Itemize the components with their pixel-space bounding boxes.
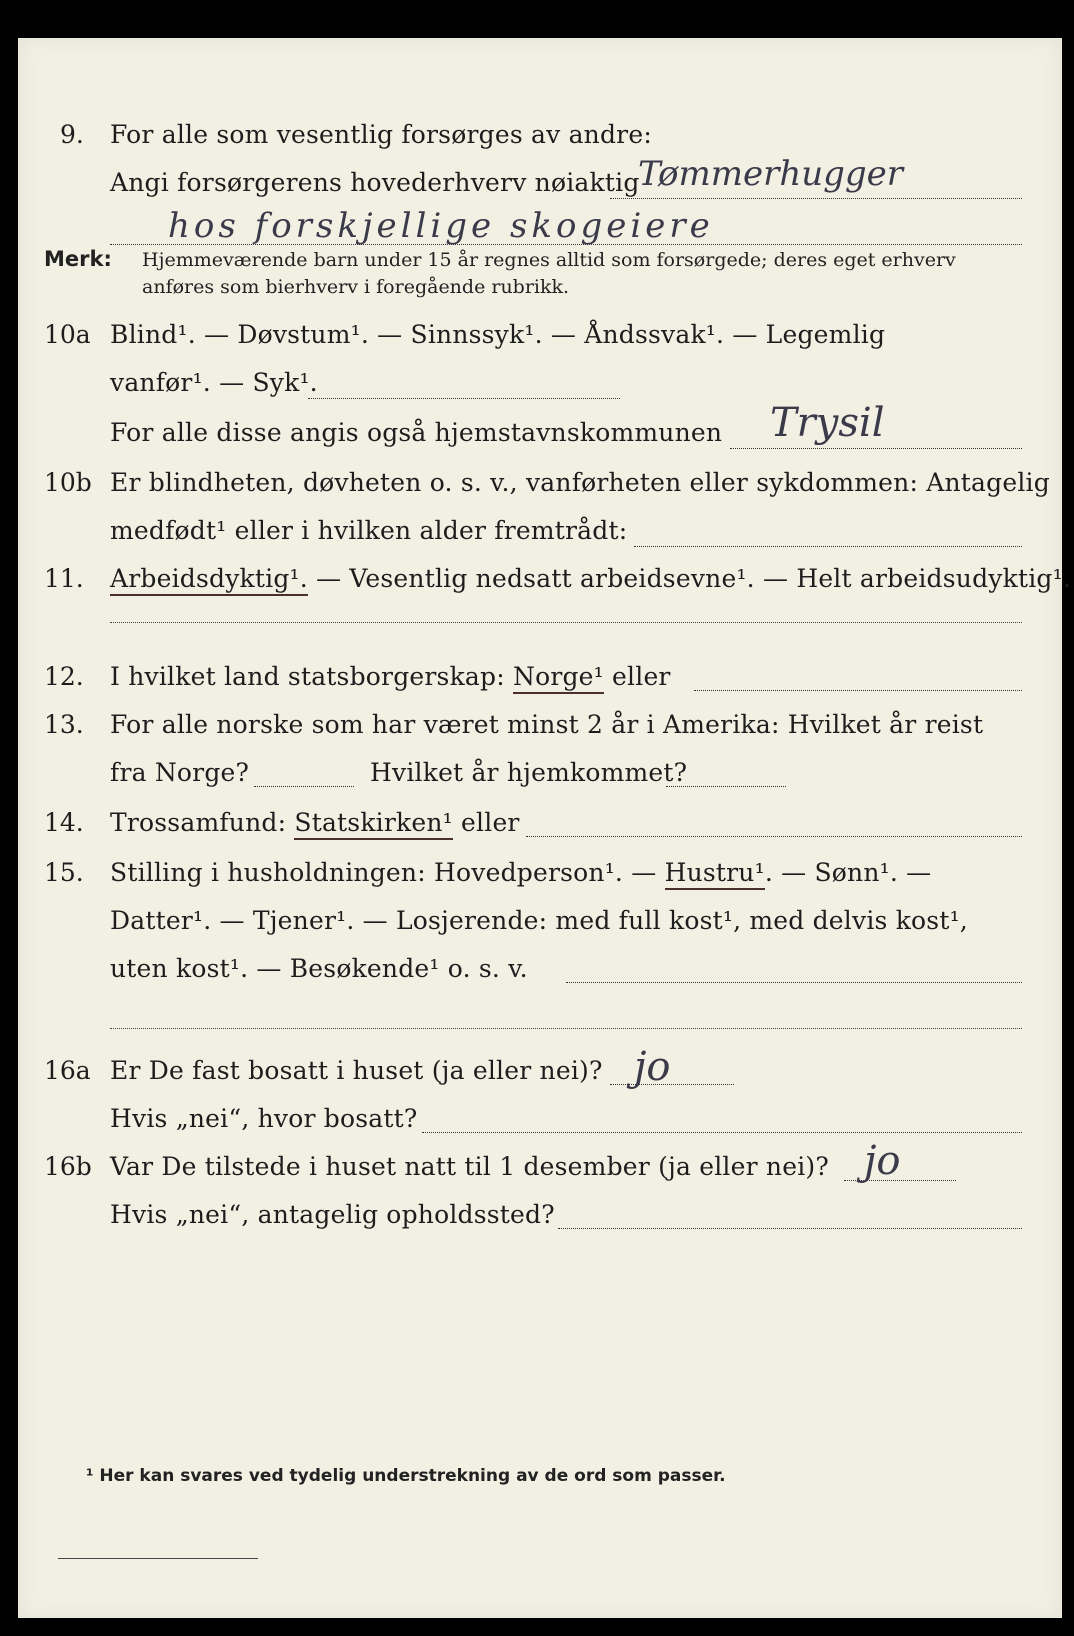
merk-label: Merk: <box>44 247 112 271</box>
q16a-bosatt-answer-line <box>422 1132 1022 1133</box>
q12-number: 12. <box>44 662 84 691</box>
footnote-rule <box>58 1558 258 1559</box>
q11-number: 11. <box>44 564 84 593</box>
q16b-handwritten-answer[interactable]: jo <box>864 1138 901 1184</box>
q10a-answer-line <box>730 448 1022 449</box>
q10a-line2-dots <box>308 398 620 399</box>
q9-answer-line <box>610 198 1022 199</box>
q14-option-statskirken[interactable]: Statskirken¹ <box>294 808 453 840</box>
q15-line1 <box>110 858 931 887</box>
q13-reist-answer-line <box>254 786 354 787</box>
q9-line2: Angi forsørgerens hovederhverv nøiaktig <box>110 168 640 197</box>
q10b-answer-line <box>634 546 1022 547</box>
q16a-handwritten-answer[interactable]: jo <box>634 1044 671 1090</box>
q11-rest: — Vesentlig nedsatt arbeidsevne¹. — Helt arbeidsudyktig¹. <box>307 564 1071 593</box>
q15-line3: uten kost¹. — Besøkende¹ o. s. v. <box>110 954 528 983</box>
q14-question: Trossamfund: <box>110 808 295 837</box>
q16b-number: 16b <box>44 1152 92 1181</box>
q12-line <box>110 662 671 691</box>
q14-answer-line <box>526 836 1022 837</box>
q14-line <box>110 808 520 837</box>
q15-line2: Datter¹. — Tjener¹. — Losjerende: med full kost¹, med delvis kost¹, <box>110 906 968 935</box>
q10b-line1: Er blindheten, døvheten o. s. v., vanførheten eller sykdommen: Antagelig <box>110 468 1050 497</box>
q16a-line1: Er De fast bosatt i huset (ja eller nei)? <box>110 1056 603 1085</box>
q9-number: 9. <box>60 120 84 149</box>
q10a-line3: For alle disse angis også hjemstavnskommunen <box>110 418 723 447</box>
footnote: ¹ Her kan svares ved tydelig understrekning av de ord som passer. <box>86 1466 726 1486</box>
q12-eller: eller <box>603 662 671 691</box>
q13-hjemkommet-answer-line <box>666 786 786 787</box>
q10a-line2: vanfør¹. — Syk¹. <box>110 368 318 397</box>
q12-option-norge[interactable]: Norge¹ <box>513 662 604 694</box>
q16b-line2: Hvis „nei“, antagelig opholdssted? <box>110 1200 555 1229</box>
census-form-page <box>18 38 1071 1618</box>
q12-answer-line <box>694 690 1022 691</box>
q16b-line1: Var De tilstede i huset natt til 1 desember (ja eller nei)? <box>110 1152 829 1181</box>
q12-question: I hvilket land statsborgerskap: <box>110 662 513 691</box>
q13-number: 13. <box>44 710 84 739</box>
q13-line1: For alle norske som har været minst 2 år i Amerika: Hvilket år reist <box>110 710 984 739</box>
q11-option-arbeidsdyktig[interactable]: Arbeidsdyktig¹. <box>110 564 308 596</box>
q15-answer-line <box>566 982 1022 983</box>
q9-answer-line2 <box>110 244 1022 245</box>
q9-handwritten-answer2[interactable]: hos forskjellige skogeiere <box>168 206 714 246</box>
q16a-answer-line <box>610 1084 734 1085</box>
q10b-line2: medfødt¹ eller i hvilken alder fremtrådt: <box>110 516 628 545</box>
q9-handwritten-answer1[interactable]: Tømmerhugger <box>638 154 904 194</box>
q10b-number: 10b <box>44 468 92 497</box>
q15-option-hustru[interactable]: Hustru¹ <box>665 858 765 890</box>
merk-line2: anføres som bierhverv i foregående rubrikk. <box>142 276 570 298</box>
q14-eller: eller <box>452 808 520 837</box>
q13-line2a: fra Norge? <box>110 758 250 787</box>
q15-number: 15. <box>44 858 84 887</box>
q15-line1b: . — Sønn¹. — <box>764 858 932 887</box>
q16a-line2: Hvis „nei“, hvor bosatt? <box>110 1104 418 1133</box>
q15-answer-line2 <box>110 1028 1022 1029</box>
q10a-handwritten-answer[interactable]: Trysil <box>770 400 885 446</box>
q14-number: 14. <box>44 808 84 837</box>
q11-answer-line <box>110 622 1022 623</box>
q13-line2b: Hvilket år hjemkommet? <box>370 758 688 787</box>
q11-line <box>110 564 1071 593</box>
q15-line1a: Stilling i husholdningen: Hovedperson¹. — <box>110 858 665 887</box>
q10a-line1: Blind¹. — Døvstum¹. — Sinnssyk¹. — Åndssvak¹. — Legemlig <box>110 320 886 349</box>
q10a-number: 10a <box>44 320 91 349</box>
q16a-number: 16a <box>44 1056 91 1085</box>
q9-line1: For alle som vesentlig forsørges av andre: <box>110 120 652 149</box>
q16b-opholdssted-answer-line <box>558 1228 1022 1229</box>
merk-line1: Hjemmeværende barn under 15 år regnes alltid som forsørgede; deres eget erhverv <box>142 249 956 271</box>
